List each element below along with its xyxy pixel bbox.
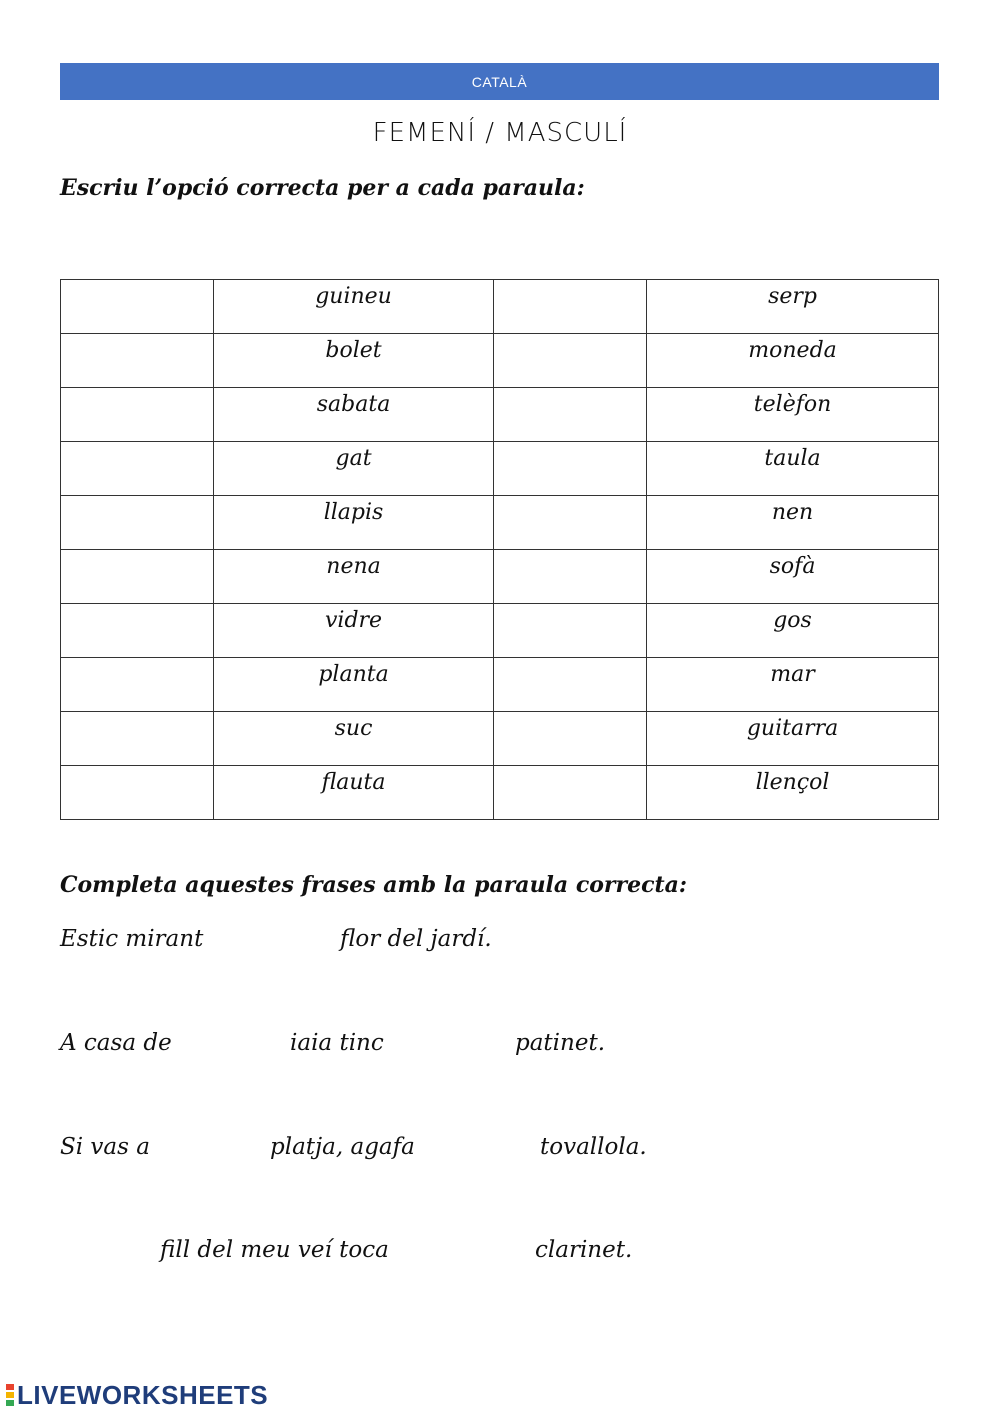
word-text: moneda	[748, 338, 837, 363]
word-cell-left	[213, 712, 494, 766]
table-row	[61, 658, 939, 712]
word-text: serp	[768, 284, 817, 309]
answer-cell-right[interactable]	[494, 766, 647, 820]
word-cell-left	[213, 442, 494, 496]
table-row	[61, 604, 939, 658]
word-text: vidre	[324, 608, 383, 633]
answer-cell-left[interactable]	[61, 766, 214, 820]
word-cell-left	[213, 280, 494, 334]
sentence-4-part-2: clarinet.	[535, 1237, 633, 1263]
word-cell-left	[213, 658, 494, 712]
answer-cell-left[interactable]	[61, 388, 214, 442]
answer-cell-right[interactable]	[494, 550, 647, 604]
logo-bar-3	[6, 1400, 14, 1406]
word-text: nen	[771, 500, 814, 525]
answer-cell-right[interactable]	[494, 334, 647, 388]
table-row	[61, 766, 939, 820]
logo-icon	[6, 1383, 14, 1407]
word-cell-right	[647, 442, 939, 496]
sentence-4-part-1: fill del meu veí toca	[160, 1237, 389, 1263]
page-title: FEMENÍ / MASCULÍ	[372, 118, 628, 148]
subject-label: CATALÀ	[471, 73, 528, 90]
word-cell-right	[647, 496, 939, 550]
word-text: sabata	[316, 392, 391, 417]
answer-cell-right[interactable]	[494, 280, 647, 334]
answer-cell-right[interactable]	[494, 442, 647, 496]
answer-cell-right[interactable]	[494, 712, 647, 766]
word-table	[60, 279, 939, 820]
word-text: flauta	[321, 770, 386, 795]
logo-text: LIVEWORKSHEETS	[17, 1379, 269, 1410]
word-cell-left	[213, 388, 494, 442]
logo-bar-1	[6, 1384, 14, 1390]
sentence-2-part-2: iaia tinc	[290, 1030, 384, 1056]
answer-cell-left[interactable]	[61, 496, 214, 550]
sentence-1-part-1: Estic mirant	[60, 926, 204, 952]
sentence-2-part-3: patinet.	[515, 1030, 606, 1056]
answer-cell-right[interactable]	[494, 658, 647, 712]
word-cell-right	[647, 334, 939, 388]
word-text: suc	[334, 716, 373, 741]
table-row	[61, 712, 939, 766]
sentence-2-part-1: A casa de	[60, 1030, 172, 1056]
word-text: telèfon	[753, 392, 832, 417]
table-row	[61, 280, 939, 334]
table-row	[61, 388, 939, 442]
word-text: taula	[764, 446, 821, 471]
word-cell-left	[213, 496, 494, 550]
answer-cell-right[interactable]	[494, 388, 647, 442]
word-text: gat	[335, 446, 372, 471]
answer-cell-left[interactable]	[61, 712, 214, 766]
word-cell-left	[213, 334, 494, 388]
answer-cell-right[interactable]	[494, 496, 647, 550]
liveworksheets-logo[interactable]	[6, 1380, 268, 1410]
word-text: planta	[318, 662, 389, 687]
word-text: guitarra	[746, 716, 839, 741]
subject-banner	[60, 63, 939, 100]
word-text: sofà	[769, 554, 816, 579]
table-row	[61, 334, 939, 388]
answer-cell-left[interactable]	[61, 604, 214, 658]
word-cell-right	[647, 280, 939, 334]
answer-cell-right[interactable]	[494, 604, 647, 658]
sentence-1	[60, 926, 760, 966]
word-text: bolet	[325, 338, 382, 363]
logo-bar-2	[6, 1392, 14, 1398]
word-cell-right	[647, 766, 939, 820]
word-text: gos	[773, 608, 812, 633]
sentence-2	[60, 1030, 760, 1070]
answer-cell-left[interactable]	[61, 334, 214, 388]
table-row	[61, 496, 939, 550]
word-text: nena	[326, 554, 381, 579]
word-cell-right	[647, 712, 939, 766]
answer-cell-left[interactable]	[61, 442, 214, 496]
exercise2-instruction: Completa aquestes frases amb la paraula correcta:	[60, 872, 688, 898]
sentence-3-part-1: Si vas a	[60, 1134, 150, 1160]
answer-cell-left[interactable]	[61, 280, 214, 334]
sentence-3-part-2: platja, agafa	[270, 1134, 415, 1160]
word-cell-left	[213, 604, 494, 658]
sentence-1-part-2: flor del jardí.	[340, 926, 492, 952]
answer-cell-left[interactable]	[61, 550, 214, 604]
word-cell-right	[647, 550, 939, 604]
word-cell-left	[213, 550, 494, 604]
word-text: llapis	[323, 500, 384, 525]
exercise1-instruction: Escriu l’opció correcta per a cada paraula:	[60, 175, 585, 201]
sentence-3	[60, 1134, 760, 1174]
sentence-3-part-3: tovallola.	[540, 1134, 647, 1160]
word-cell-left	[213, 766, 494, 820]
table-row	[61, 550, 939, 604]
word-text: llençol	[755, 770, 830, 795]
word-cell-right	[647, 388, 939, 442]
word-text: guineu	[315, 284, 392, 309]
answer-cell-left[interactable]	[61, 658, 214, 712]
word-text: mar	[770, 662, 815, 687]
table-row	[61, 442, 939, 496]
word-cell-right	[647, 604, 939, 658]
word-cell-right	[647, 658, 939, 712]
sentence-4	[60, 1237, 760, 1277]
